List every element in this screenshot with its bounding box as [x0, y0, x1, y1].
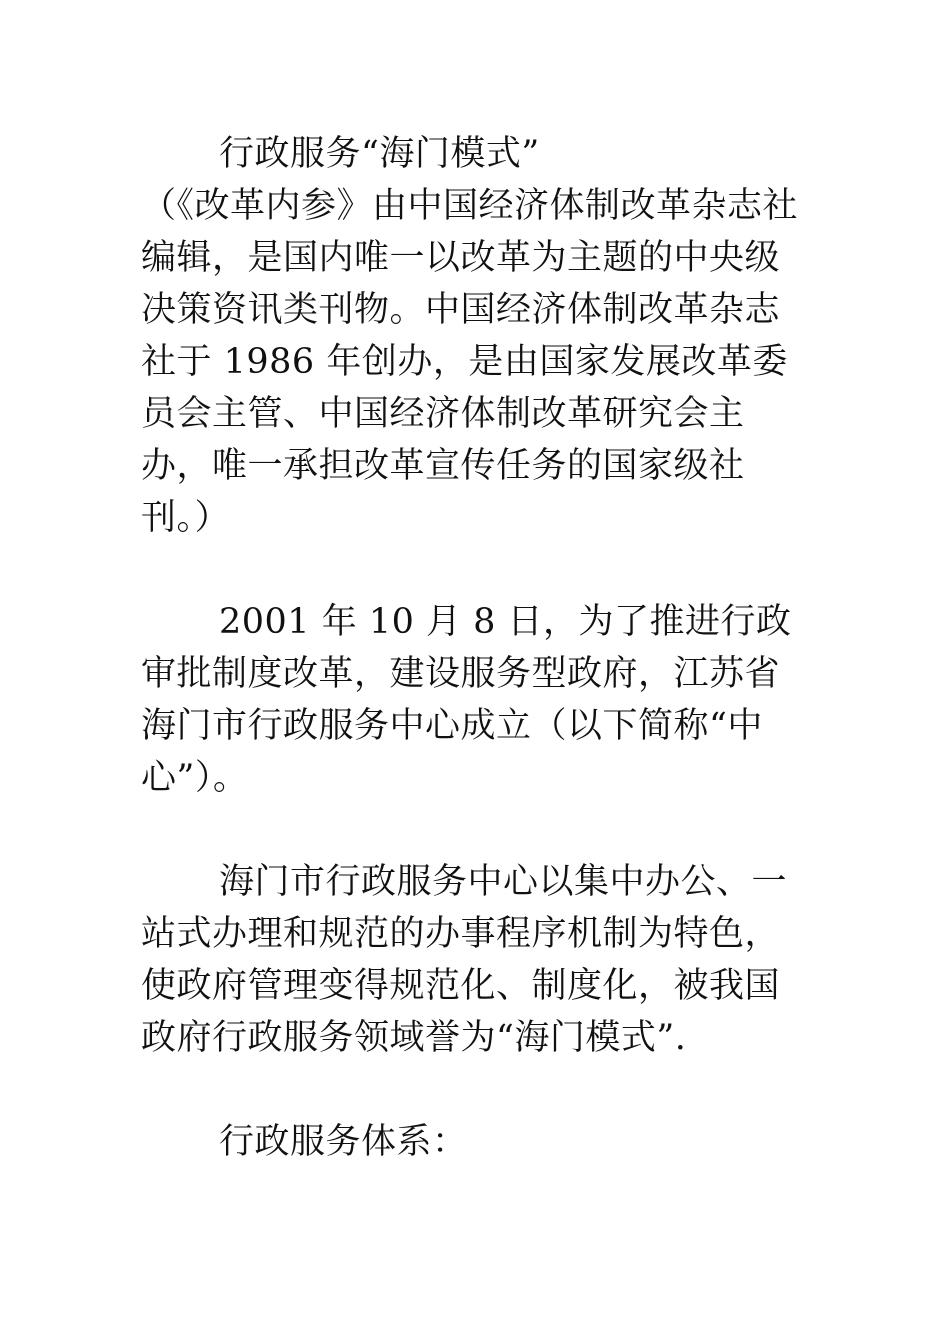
- document-page: [141, 128, 809, 1168]
- paragraph-gap: [141, 544, 809, 596]
- document-title: 行政服务“海门模式”: [219, 134, 540, 174]
- paragraph-founding: 2001 年 10 月 8 日，为了推进行政审批制度改革，建设服务型政府，江苏省海门市行政服务中心成立（以下简称“中心”）。: [141, 602, 792, 798]
- paragraph-model: 海门市行政服务中心以集中办公、一站式办理和规范的办事程序机制为特色，使政府管理变得规范化、制度化，被我国政府行政服务领域誉为“海门模式”.: [141, 862, 788, 1058]
- paragraph-gap: [141, 1064, 809, 1116]
- intro-paragraph: （《改革内参》由中国经济体制改革杂志社编辑，是国内唯一以改革为主题的中央级决策资讯类刊物。中国经济体制改革杂志社于 1986 年创办，是由国家发展改革委员会主管、中国经济体制改革研究会主办，唯一承担改革宣传任务的国家级社刊。）: [141, 186, 799, 538]
- paragraph-gap: [141, 804, 809, 856]
- paragraph-service-system: 行政服务体系：: [219, 1122, 468, 1162]
